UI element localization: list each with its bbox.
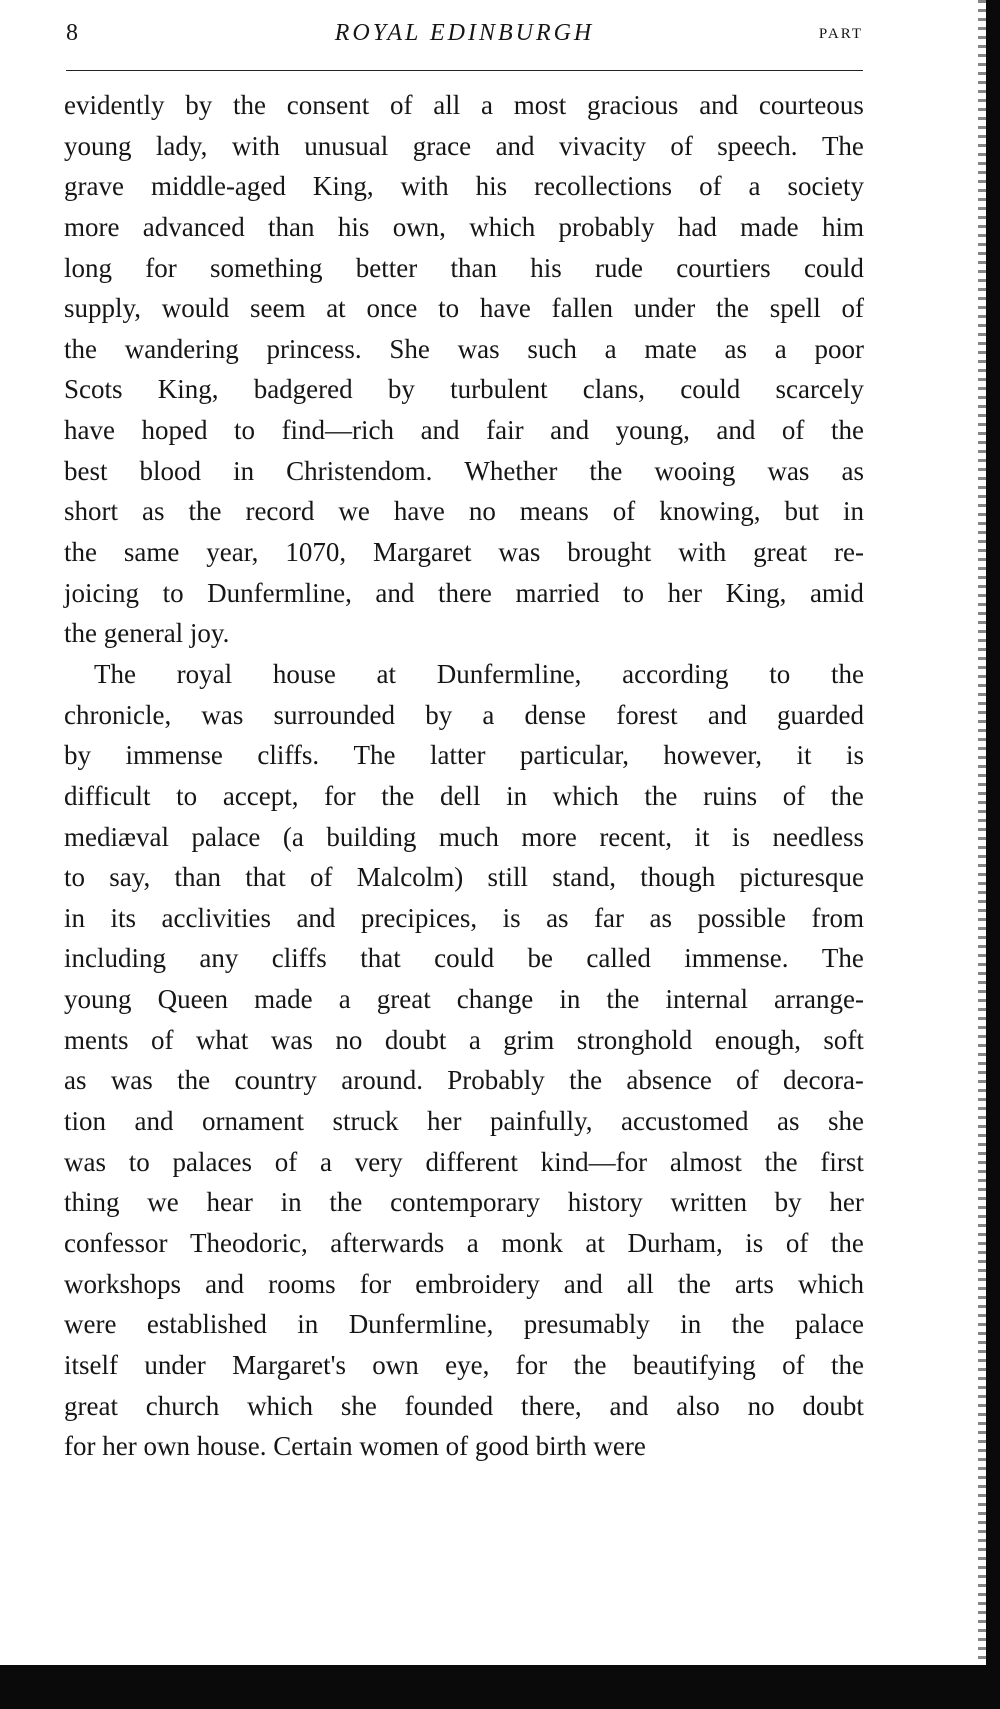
text-line: Scots King, badgered by turbulent clans, could scarcely xyxy=(64,374,864,405)
text-line: chronicle, was surrounded by a dense forest and guarded xyxy=(64,699,864,730)
text-line: thing we hear in the contemporary history written by her xyxy=(64,1187,864,1218)
text-line: short as the record we have no means of knowing, but in xyxy=(64,496,864,527)
text-line: mediæval palace (a building much more recent, it is needless xyxy=(64,821,864,852)
text-line: itself under Margaret's own eye, for the beautifying of the xyxy=(64,1349,864,1380)
page-number: 8 xyxy=(66,20,78,46)
text-line: confessor Theodoric, afterwards a monk at Durham, is of the xyxy=(64,1227,864,1258)
body-text xyxy=(64,85,864,1467)
text-line: evidently by the consent of all a most gracious and courteous xyxy=(64,90,864,120)
scan-right-edge xyxy=(986,0,1000,1709)
text-line: the same year, 1070, Margaret was brought with great re- xyxy=(64,537,864,568)
text-line: in its acclivities and precipices, is as far as possible from xyxy=(64,902,864,933)
text-line: joicing to Dunfermline, and there married to her King, amid xyxy=(64,577,864,608)
text-line: including any cliffs that could be called immense. The xyxy=(64,943,864,974)
part-label: PART xyxy=(818,26,863,42)
text-line: for her own house. Certain women of good birth were xyxy=(64,1431,646,1462)
text-line: was to palaces of a very different kind—for almost the first xyxy=(64,1146,864,1177)
text-line: the general joy. xyxy=(64,618,230,649)
text-line: grave middle-aged King, with his recollections of a society xyxy=(64,171,864,202)
text-line: difficult to accept, for the dell in which the ruins of the xyxy=(64,780,864,811)
header-rule xyxy=(66,70,863,71)
text-line: by immense cliffs. The latter particular, however, it is xyxy=(64,740,864,771)
text-line: The royal house at Dunfermline, according to the xyxy=(94,658,864,689)
text-line: more advanced than his own, which probably had made him xyxy=(64,211,864,242)
text-line: ments of what was no doubt a grim stronghold enough, soft xyxy=(64,1024,864,1055)
text-line: long for something better than his rude courtiers could xyxy=(64,252,864,283)
text-line: to say, than that of Malcolm) still stand, though picturesque xyxy=(64,862,864,893)
text-line: best blood in Christendom. Whether the wooing was as xyxy=(64,455,864,486)
text-line: supply, would seem at once to have fallen under the spell of xyxy=(64,293,864,324)
text-line: young lady, with unusual grace and vivacity of speech. The xyxy=(64,130,864,161)
running-title: ROYAL EDINBURGH xyxy=(334,20,595,46)
text-line: great church which she founded there, and also no doubt xyxy=(64,1390,864,1421)
page-header xyxy=(66,14,863,54)
text-line: as was the country around. Probably the absence of decora- xyxy=(64,1065,864,1096)
text-line: were established in Dunfermline, presumably in the palace xyxy=(64,1309,864,1340)
text-line: workshops and rooms for embroidery and all the arts which xyxy=(64,1268,864,1299)
text-line: the wandering princess. She was such a mate as a poor xyxy=(64,333,864,364)
text-line: have hoped to find—rich and fair and young, and of the xyxy=(64,415,864,446)
text-line: tion and ornament struck her painfully, accustomed as she xyxy=(64,1106,864,1137)
scan-bottom-edge xyxy=(0,1665,1000,1709)
text-line: young Queen made a great change in the internal arrange- xyxy=(64,984,864,1015)
